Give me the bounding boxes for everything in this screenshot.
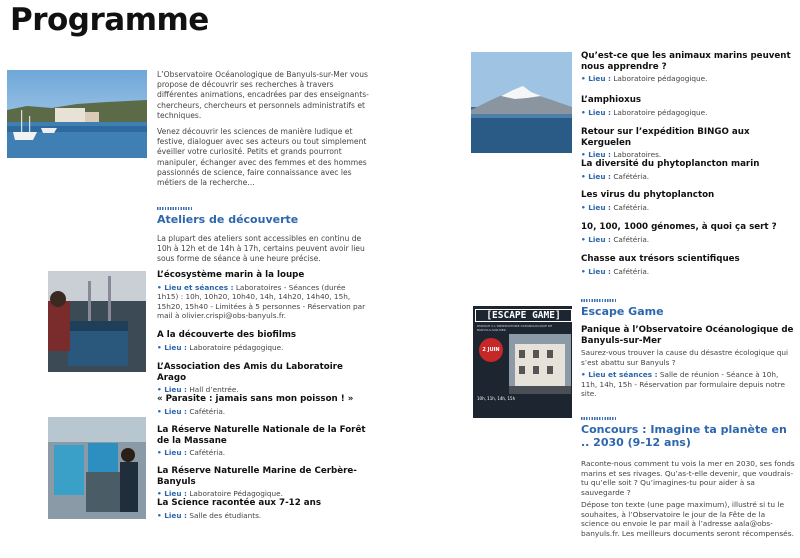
concours-paragraph-2: Dépose ton texte (une page maximum), illustré si tu le souhaites, à l’Observatoire le jour de la Fête de la science ou envoie le par mail à l’adresse aala@obs-banyuls.fr. Les meilleurs documents seront récompensés. (581, 500, 794, 538)
item-value: Cafétéria. (189, 406, 226, 416)
concours-paragraph-1: Raconte-nous comment tu vois la mer en 2030, ses fonds marins et ses rivages. Qu’as-t-elle devenir, que voudrais-tu qu’elle soit ? Qu’imagines-tu pour aider à sa sauvegarde ? (581, 459, 795, 497)
list-item: Chasse aux trésors scientifiques • Lieu : Cafétéria. (581, 254, 794, 276)
escape-text: Saurez-vous trouver la cause du désastre écologique qui s’est abattu sur Banyuls ? (581, 348, 789, 367)
list-item: La Réserve Naturelle Marine de Cerbère-Banyuls • Lieu : Laboratoire Pédagogique. (157, 466, 377, 499)
item-title: « Parasite : jamais sans mon poisson ! » (157, 394, 354, 404)
item-title: Retour sur l’expédition BINGO aux Kerguelen (581, 127, 750, 148)
list-item: « Parasite : jamais sans mon poisson ! » • Lieu : Cafétéria. (157, 394, 369, 416)
item-label: Lieu : (588, 150, 611, 159)
item-label: Lieu : (164, 385, 187, 394)
poster-date-badge (479, 338, 503, 362)
item-label: Lieu et séances : (164, 282, 234, 292)
item-value: Cafétéria. (613, 266, 650, 276)
list-item: L’écosystème marin à la loupe • Lieu et séances : Laboratoires - Séances (durée 1h15) : 10h, 10h20, 10h40, 14h, 14h20, 14h40, 15h, 15h20, 15h40 - Limitées à 5 personnes - Réservation par mail à olivier.crispi@obs-banyuls.fr. (157, 270, 369, 321)
item-title: La Réserve Naturelle Marine de Cerbère-Banyuls (157, 466, 357, 487)
item-label: Lieu : (164, 489, 187, 498)
item-label: Lieu : (164, 510, 187, 520)
harbour-photo (7, 70, 147, 158)
item-label: Lieu : (588, 74, 611, 83)
list-item: Retour sur l’expédition BINGO aux Kerguelen • Lieu : Laboratoires. (581, 127, 794, 160)
item-value: Cafétéria. (613, 171, 650, 181)
item-value: Laboratoire pédagogique. (613, 107, 708, 117)
item-title: Chasse aux trésors scientifiques (581, 254, 740, 264)
section-decoration (157, 207, 193, 210)
poster-subheading: PANIQUE A L'OBSERVATOIRE OCEANOLOGIQUE DE BANYULS-SUR-MER (477, 324, 553, 332)
mountain-photo (471, 52, 572, 153)
concours-title: Concours : Imagine ta planète en .. 2030 (9-12 ans) (581, 423, 787, 449)
lab-photo (48, 271, 146, 372)
list-item: L’Association des Amis du Laboratoire Arago • Lieu : Hall d’entrée. (157, 362, 369, 395)
list-item: La Réserve Naturelle Nationale de la Forêt de la Massane • Lieu : Cafétéria. (157, 425, 377, 458)
list-item: A la découverte des biofilms • Lieu : Laboratoire pédagogique. (157, 330, 369, 352)
list-item: Les virus du phytoplancton • Lieu : Cafétéria. (581, 190, 794, 212)
item-title: La Science racontée aux 7-12 ans (157, 498, 322, 508)
item-title: L’amphioxus (581, 95, 642, 105)
item-title: Qu’est-ce que les animaux marins peuvent nous apprendre ? (581, 51, 791, 72)
item-label: Lieu : (588, 202, 611, 212)
item-value: Cafétéria. (613, 234, 650, 244)
item-title: L’Association des Amis du Laboratoire Arago (157, 362, 343, 383)
list-item: Qu’est-ce que les animaux marins peuvent nous apprendre ? • Lieu : Laboratoire pédagogique. (581, 51, 794, 84)
item-label: Lieu : (588, 171, 611, 181)
item-value: Laboratoire pédagogique. (613, 74, 708, 83)
item-label: Lieu : (588, 234, 611, 244)
item-title: L’écosystème marin à la loupe (157, 270, 305, 280)
list-item: L’amphioxus • Lieu : Laboratoire pédagogique. (581, 95, 794, 117)
section-decoration (581, 417, 617, 420)
escape-game-poster (473, 306, 572, 418)
list-item: La diversité du phytoplancton marin • Lieu : Cafétéria. (581, 159, 794, 181)
item-value: Cafétéria. (189, 448, 226, 457)
item-title: A la découverte des biofilms (157, 330, 297, 340)
list-item: 10, 100, 1000 génomes, à quoi ça sert ? • Lieu : Cafétéria. (581, 222, 794, 244)
escape-subtitle: Panique à l’Observatoire Océanologique de Banyuls-sur-Mer (581, 325, 794, 346)
item-value: Laboratoires. (613, 150, 662, 159)
item-label: Lieu : (164, 406, 187, 416)
item-label: Lieu : (588, 107, 611, 117)
ateliers-title: Ateliers de découverte (157, 213, 299, 226)
escape-title: Escape Game (581, 305, 664, 318)
item-title: Les virus du phytoplancton (581, 190, 715, 200)
item-label: Lieu : (588, 266, 611, 276)
section-decoration (581, 299, 617, 302)
intro-paragraph-2: Venez découvrir les sciences de manière ludique et festive, dialoguer avec ses acteurs ou tout simplement éveiller votre curiosité. Petits et grands pourront manipuler, échanger avec des femmes et des hommes passionnés de science, faire connaissance avec les métiers de la recherche… (157, 127, 367, 188)
intro-text (157, 70, 375, 194)
item-title: La Réserve Naturelle Nationale de la Forêt de la Massane (157, 425, 366, 446)
page-title: Programme (10, 2, 209, 38)
item-value: Laboratoire Pédagogique. (189, 489, 283, 498)
exhibition-photo (48, 417, 146, 519)
escape-details: Panique à l’Observatoire Océanologique de Banyuls-sur-Mer Saurez-vous trouver la cause du désastre écologique qui s’est abattu sur Banyuls ? • Lieu et séances : Salle de réunion - Séance à 10h, 11h, 14h, 15h - Réservation par formulaire depuis notre site. (581, 325, 794, 398)
poster-date: 2 JUIN (482, 347, 500, 353)
item-title: La diversité du phytoplancton marin (581, 159, 760, 169)
list-item: La Science racontée aux 7-12 ans • Lieu : Salle des étudiants. (157, 498, 377, 520)
item-label: Lieu et séances : (588, 370, 658, 379)
intro-paragraph-1: L’Observatoire Océanologique de Banyuls-sur-Mer vous propose de découvrir ses recherches à travers différentes animations, encadrées par des enseignants-chercheurs, chercheurs et personnels administratifs et techniques. (157, 70, 369, 120)
item-value: Hall d’entrée. (189, 385, 239, 394)
item-title: 10, 100, 1000 génomes, à quoi ça sert ? (581, 222, 777, 232)
item-value: Laboratoires - Séances (durée 1h15) : 10h, 10h20, 10h40, 14h, 14h20, 14h40, 15h, 15h20, 15h40 - Limitées à 5 personnes - Réservation par mail à olivier.crispi@obs-banyuls.fr. (157, 282, 366, 320)
item-value: Salle de réunion - Séance à 10h, 11h, 14h, 15h - Réservation par formulaire depuis notre site. (581, 370, 785, 398)
item-value: Cafétéria. (613, 202, 650, 212)
item-value: Laboratoire pédagogique. (189, 342, 284, 352)
poster-times: 10h, 11h, 14h, 15h (477, 396, 516, 401)
poster-heading: [ESCAPE GAME] (475, 309, 572, 322)
ateliers-intro: La plupart des ateliers sont accessibles en continu de 10h à 12h et de 14h à 17h, certains peuvent avoir lieu sous forme de séance à une heure précise. (157, 234, 365, 263)
item-value: Salle des étudiants. (189, 510, 262, 520)
item-label: Lieu : (164, 342, 187, 352)
item-label: Lieu : (164, 448, 187, 457)
